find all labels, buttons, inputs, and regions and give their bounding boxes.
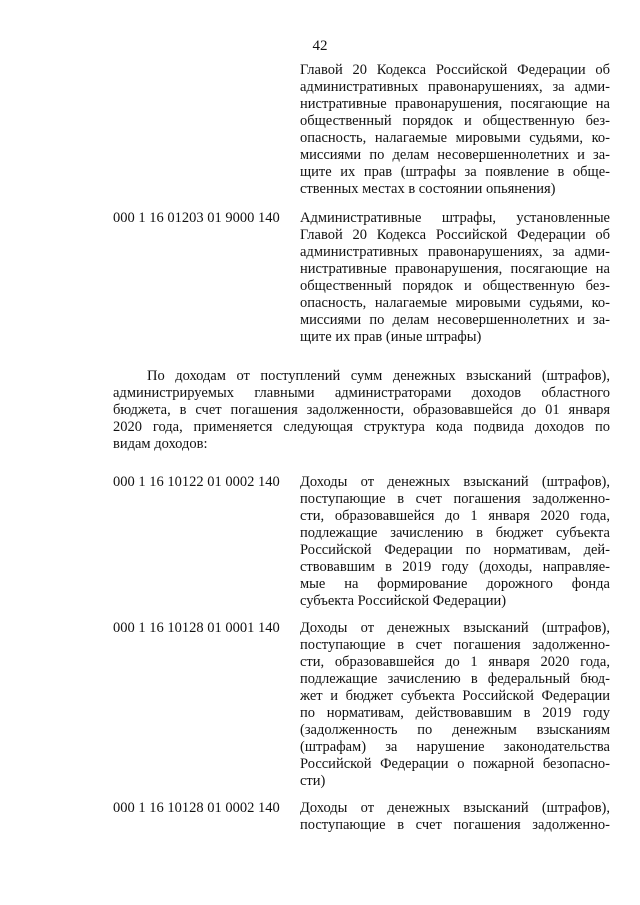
description-line: сти, образовавшейся до 1 января 2020 года, — [300, 508, 610, 524]
description-line: нистративные правонарушения, посягающие на — [300, 261, 610, 277]
description-line: Российской Федерации по нормативам, дей- — [300, 542, 610, 558]
paragraph-line: По доходам от поступлений сумм денежных взысканий (штрафов), — [147, 368, 610, 384]
description-line: сти, образовавшейся до 1 января 2020 года, — [300, 654, 610, 670]
description-line: по нормативам, действовавшим в 2019 году — [300, 705, 610, 721]
income-description — [300, 210, 610, 346]
description-line: Главой 20 Кодекса Российской Федерации об — [300, 227, 610, 243]
paragraph-line: 2020 года, применяется следующая структура кода подвида доходов по — [113, 419, 610, 435]
paragraph-line: бюджета, в счет погашения задолженности, образовавшейся до 01 января — [113, 402, 610, 418]
description-line: Доходы от денежных взысканий (штрафов), — [300, 474, 610, 490]
description-line: Российской Федерации о пожарной безопасно- — [300, 756, 610, 772]
description-line: Доходы от денежных взысканий (штрафов), — [300, 620, 610, 636]
description-line: (задолженность по денежным взысканиям — [300, 722, 610, 738]
body-paragraph — [113, 368, 610, 453]
income-description — [300, 620, 610, 790]
page-number: 42 — [312, 38, 328, 54]
description-line: опасность, налагаемые мировыми судьями, ко- — [300, 130, 610, 146]
paragraph-line: видам доходов: — [113, 436, 208, 452]
description-line: сти) — [300, 773, 326, 789]
description-line: субъекта Российской Федерации) — [300, 593, 507, 609]
description-line: административных правонарушениях, за адми- — [300, 79, 610, 95]
income-description — [300, 800, 610, 834]
description-line: Административные штрафы, установленные — [300, 210, 610, 226]
description-line: ствовавшим в 2019 году (доходы, направляе- — [300, 559, 610, 575]
description-line: поступающие в счет погашения задолженно- — [300, 637, 610, 653]
description-line: мые на формирование дорожного фонда — [300, 576, 610, 592]
income-code: 000 1 16 10122 01 0002 140 — [113, 474, 280, 490]
income-code: 000 1 16 10128 01 0002 140 — [113, 800, 280, 816]
description-line: Доходы от денежных взысканий (штрафов), — [300, 800, 610, 816]
description-line: миссиями по делам несовершеннолетних и за- — [300, 147, 610, 163]
description-line: подлежащие зачислению в бюджет субъекта — [300, 525, 610, 541]
description-line: нистративные правонарушения, посягающие на — [300, 96, 610, 112]
description-line: административных правонарушениях, за адми- — [300, 244, 610, 260]
income-code: 000 1 16 10128 01 0001 140 — [113, 620, 280, 636]
description-line: ственных местах в состоянии опьянения) — [300, 181, 556, 197]
description-line: поступающие в счет погашения задолженно- — [300, 491, 610, 507]
description-line: опасность, налагаемые мировыми судьями, ко- — [300, 295, 610, 311]
description-line: (штрафам) за нарушение законодательства — [300, 739, 610, 755]
description-line: миссиями по делам несовершеннолетних и за- — [300, 312, 610, 328]
description-line: Главой 20 Кодекса Российской Федерации об — [300, 62, 610, 78]
description-line: жет и бюджет субъекта Российской Федерации — [300, 688, 610, 704]
description-line: общественный порядок и общественную без- — [300, 278, 610, 294]
description-line: подлежащие зачислению в федеральный бюд- — [300, 671, 610, 687]
income-description — [300, 474, 610, 610]
description-line: щите их прав (штрафы за появление в обще- — [300, 164, 610, 180]
income-code: 000 1 16 01203 01 9000 140 — [113, 210, 280, 226]
description-line: щите их прав (иные штрафы) — [300, 329, 482, 345]
paragraph-line: администрируемых главными администраторами доходов областного — [113, 385, 610, 401]
description-line: поступающие в счет погашения задолженно- — [300, 817, 610, 833]
income-description — [300, 62, 610, 198]
description-line: общественный порядок и общественную без- — [300, 113, 610, 129]
